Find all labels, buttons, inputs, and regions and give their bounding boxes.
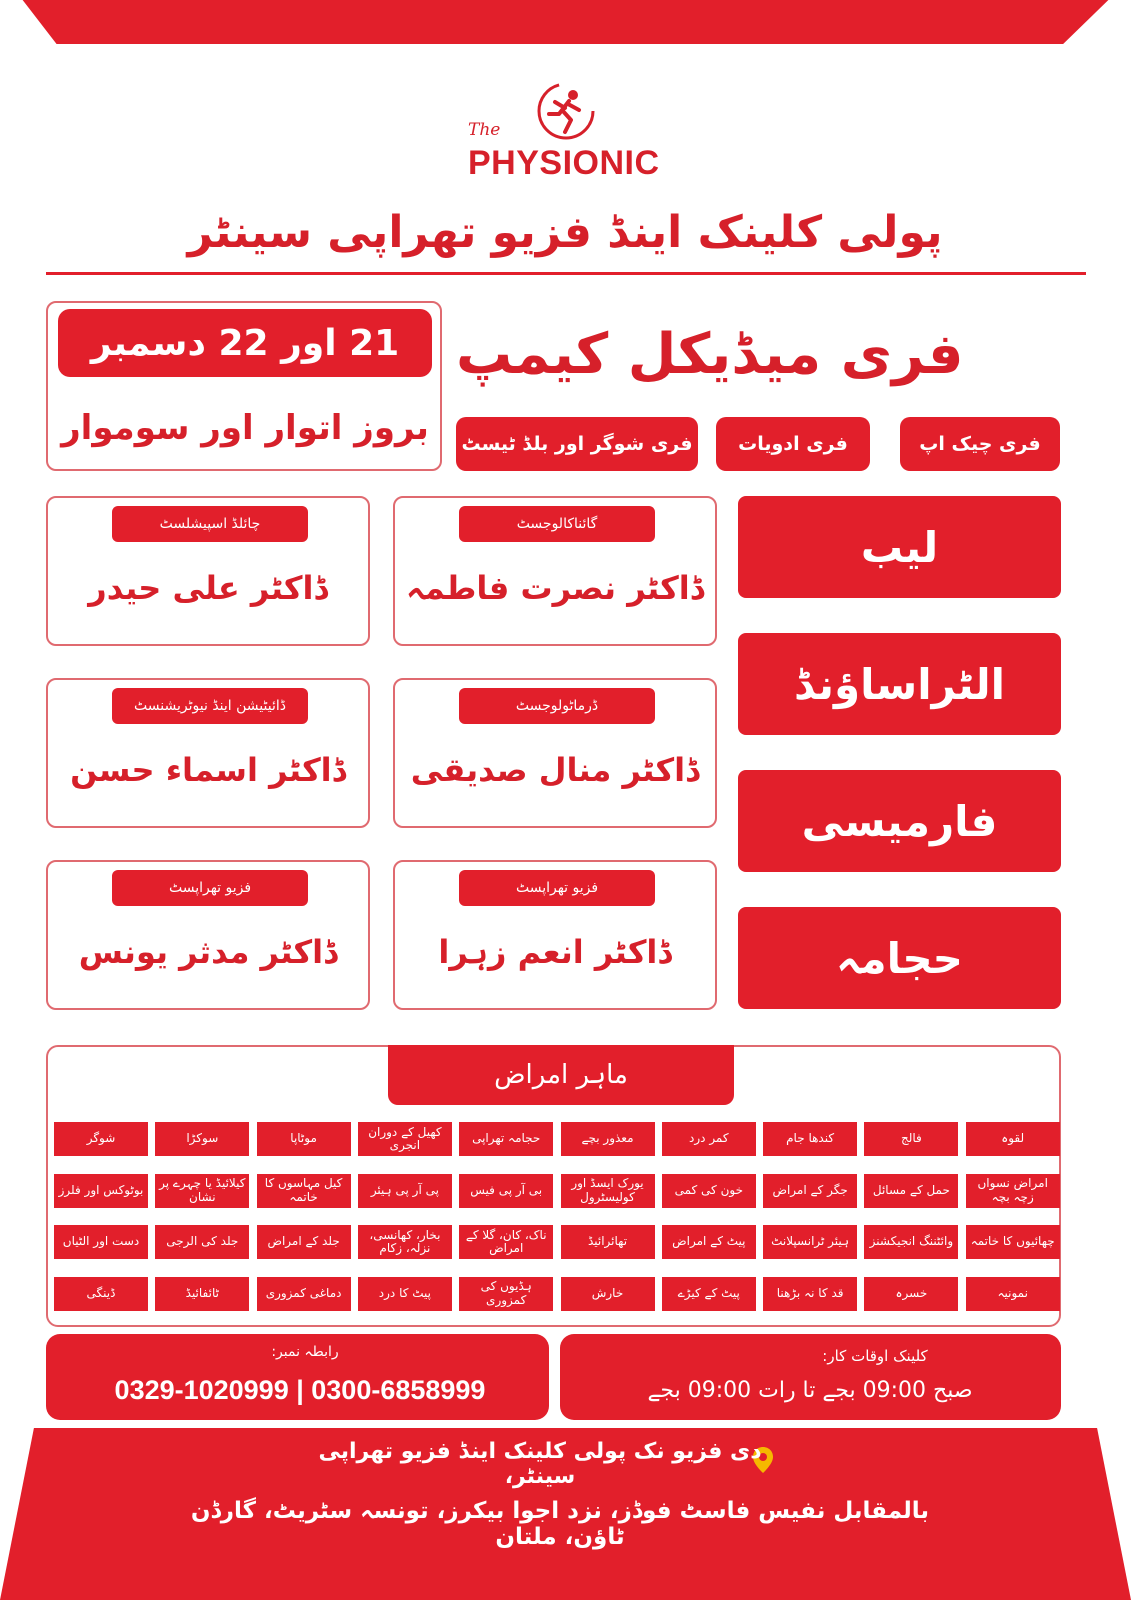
specialty-cell: ڈینگی (54, 1277, 148, 1311)
logo-prefix: The (468, 120, 501, 140)
specialty-cell: جلد کے امراض (257, 1225, 351, 1259)
doctor-name: ڈاکٹر اسماء حسن (70, 751, 346, 789)
specialty-cell: دماغی کمزوری (257, 1277, 351, 1311)
service-pharmacy: فارمیسی (738, 770, 1061, 872)
specialty-cell: حمل کے مسائل (864, 1174, 958, 1208)
specialty-cell: کمر درد (662, 1122, 756, 1156)
specialty-cell: شوگر (54, 1122, 148, 1156)
specialty-cell: کندھا جام (763, 1122, 857, 1156)
service-ultrasound: الٹراساؤنڈ (738, 633, 1061, 735)
contact-label: رابطہ نمبر: (271, 1344, 339, 1360)
specialty-cell: حجامہ تھراپی (459, 1122, 553, 1156)
offer-free-medicine: فری ادویات (716, 417, 870, 471)
doctor-card (393, 496, 717, 646)
specialties-grid (54, 1122, 1054, 1312)
specialty-cell: بی آر پی فیس (459, 1174, 553, 1208)
specialty-cell: جلد کی الرجی (155, 1225, 249, 1259)
offer-free-sugar-blood-test: فری شوگر اور بلڈ ٹیسٹ (456, 417, 698, 471)
doctor-name: ڈاکٹر علی حیدر (88, 569, 328, 607)
clinic-hours-value: صبح 09:00 بجے تا رات 09:00 بجے (647, 1377, 973, 1403)
doctor-card (393, 678, 717, 828)
specialty-cell: پیٹ کے کیڑے (662, 1277, 756, 1311)
specialty-cell: کھیل کے دوران انجری (358, 1122, 452, 1156)
doctor-name: ڈاکٹر منال صدیقی (410, 751, 700, 789)
specialty-cell: بخار، کھانسی، نزلہ، زکام (358, 1225, 452, 1259)
doctor-specialty: چائلڈ اسپیشلسٹ (112, 506, 308, 542)
doctor-card (393, 860, 717, 1010)
runner-icon (535, 80, 597, 142)
camp-date: 21 اور 22 دسمبر (58, 309, 432, 377)
specialty-cell: موٹاپا (257, 1122, 351, 1156)
doctor-name: ڈاکٹر نصرت فاطمہ (406, 569, 704, 607)
specialty-cell: لقوہ (966, 1122, 1060, 1156)
specialty-cell: تھائرائیڈ (561, 1225, 655, 1259)
logo-wordmark: PHYSIONIC (468, 144, 660, 182)
doctor-card (46, 496, 370, 646)
specialty-cell: ہیئر ٹرانسپلانٹ (763, 1225, 857, 1259)
specialty-cell: سوکڑا (155, 1122, 249, 1156)
specialty-cell: وائٹننگ انجیکشنز (864, 1225, 958, 1259)
doctor-specialty: ڈائیٹیشن اینڈ نیوٹریشنسٹ (112, 688, 308, 724)
doctor-specialty: فزیو تھراپسٹ (459, 870, 655, 906)
offer-free-checkup: فری چیک اپ (900, 417, 1060, 471)
service-lab: لیب (738, 496, 1061, 598)
contact-phones[interactable]: 0329-1020999 | 0300-6858999 (114, 1374, 486, 1405)
specialty-cell: امراض نسواں زچہ بچہ (966, 1174, 1060, 1208)
top-banner-band (0, 0, 1131, 44)
specialty-cell: پیٹ کے امراض (662, 1225, 756, 1259)
specialty-cell: خارش (561, 1277, 655, 1311)
specialty-cell: خون کی کمی (662, 1174, 756, 1208)
specialty-cell: بوٹوکس اور فلرز (54, 1174, 148, 1208)
specialty-cell: پی آر پی ہیئر (358, 1174, 452, 1208)
specialty-cell: چھائیوں کا خاتمہ (966, 1225, 1060, 1259)
specialty-cell: کیلائیڈ یا چہرے پر نشان (155, 1174, 249, 1208)
specialty-cell: نمونیہ (966, 1277, 1060, 1311)
specialty-cell: فالج (864, 1122, 958, 1156)
specialty-cell: معذور بچے (561, 1122, 655, 1156)
doctor-specialty: فزیو تھراپسٹ (112, 870, 308, 906)
doctor-card (46, 860, 370, 1010)
specialties-title: ماہر امراض (388, 1045, 734, 1105)
specialty-cell: قد کا نہ بڑھنا (763, 1277, 857, 1311)
specialty-cell: ناک، کان، گلا کے امراض (459, 1225, 553, 1259)
specialty-cell: پیٹ کا درد (358, 1277, 452, 1311)
doctor-name: ڈاکٹر مدثر یونس (78, 933, 338, 971)
specialty-cell: ٹائفائیڈ (155, 1277, 249, 1311)
specialty-cell: خسرہ (864, 1277, 958, 1311)
title-divider (46, 272, 1086, 275)
doctor-card (46, 678, 370, 828)
physionic-logo (460, 80, 670, 190)
service-hijama: حجامہ (738, 907, 1061, 1009)
specialty-cell: یورک ایسڈ اور کولیسٹرول (561, 1174, 655, 1208)
address-line-1: دی فزیو نک پولی کلینک اینڈ فزیو تھراپی سینٹر، (318, 1439, 762, 1489)
clinic-hours-label: کلینک اوقات کار: (822, 1347, 928, 1365)
address-line-2: بالمقابل نفیس فاسٹ فوڈز، نزد اجوا بیکرز، تونسہ سٹریٹ، گارڈن ٹاؤن، ملتان (190, 1498, 930, 1550)
specialty-cell: جگر کے امراض (763, 1174, 857, 1208)
doctor-specialty: گائناکالوجسٹ (459, 506, 655, 542)
specialty-cell: کیل مہاسوں کا خاتمہ (257, 1174, 351, 1208)
specialty-cell: ہڈیوں کی کمزوری (459, 1277, 553, 1311)
camp-days: بروز اتوار اور سوموار (61, 408, 429, 448)
camp-title: فری میڈیکل کیمپ (456, 321, 964, 387)
doctor-specialty: ڈرماٹولوجسٹ (459, 688, 655, 724)
specialty-cell: دست اور الٹیاں (54, 1225, 148, 1259)
clinic-title: پولی کلینک اینڈ فزیو تھراپی سینٹر (187, 206, 943, 258)
doctor-name: ڈاکٹر انعم زہرا (438, 933, 672, 971)
